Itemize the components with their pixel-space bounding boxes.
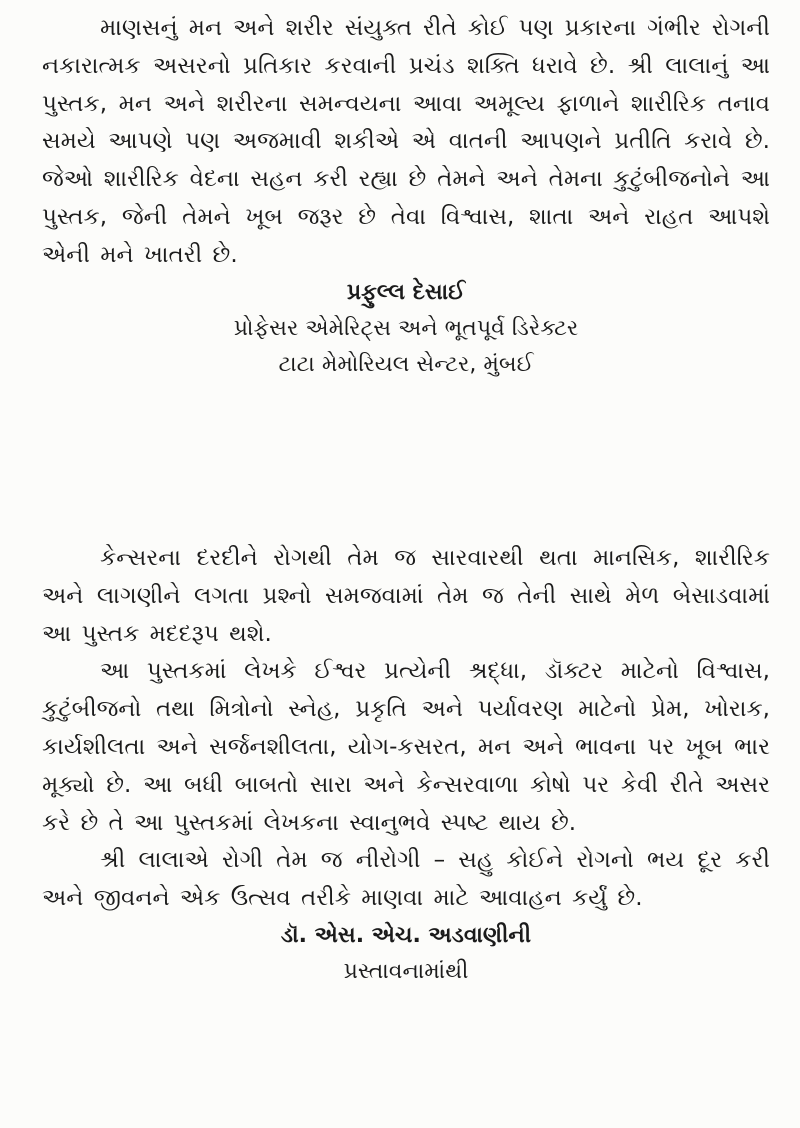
testimonial-2-paragraph-3: શ્રી લાલાએ રોગી તેમ જ નીરોગી – સહુ કોઈને રોગનો ભય દૂર કરી અને જીવનને એક ઉત્સવ તરીકે માણવા માટે આવાહન કર્યું છે. xyxy=(42,847,770,912)
testimonial-1-author-name: પ્રફુલ્લ દેસાઈ xyxy=(346,279,466,305)
testimonial-2 xyxy=(42,540,770,990)
testimonial-2-paragraph-1: કેન્સરના દરદીને રોગથી તેમ જ સારવારથી થતા માનસિક, શારીરિક અને લાગણીને લગતા પ્રશ્નો સમજવામાં તેમ જ તેની સાથે મેળ બેસાડવામાં આ પુસ્તક મદદરૂપ થશે. xyxy=(42,545,770,647)
testimonial-2-source: પ્રસ્તાવનામાંથી xyxy=(343,958,469,984)
testimonial-1-author-org: ટાટા મેમોરિયલ સેન્ટર, મુંબઈ xyxy=(278,351,534,377)
testimonial-2-paragraph-2: આ પુસ્તકમાં લેખકે ઈશ્વર પ્રત્યેની શ્રદ્ધા, ડૉક્ટર માટેનો વિશ્વાસ, કુટુંબીજનો તથા મિત્રોનો સ્નેહ, પ્રકૃતિ અને પર્યાવરણ માટેનો પ્રેમ, ખોરાક, કાર્યશીલતા અને સર્જનશીલતા, યોગ-કસરત, મન અને ભાવના પર ખૂબ ભાર મૂક્યો છે. આ બધી બાબતો સારા અને કેન્સરવાળા કોષો પર કેવી રીતે અસર કરે છે તે આ પુસ્તકમાં લેખકના સ્વાનુભવે સ્પષ્ટ થાય છે. xyxy=(42,658,770,836)
testimonial-2-author-name: ડૉ. એસ. એચ. અડવાણીની xyxy=(280,922,532,948)
testimonial-1-author-title: પ્રોફેસર એમેરિટ્સ અને ભૂતપૂર્વ ડિરેક્ટર xyxy=(233,315,579,341)
testimonial-1-paragraph: માણસનું મન અને શરીર સંયુક્ત રીતે કોઈ પણ પ્રકારના ગંભીર રોગની નકારાત્મક અસરનો પ્રતિકાર કરવાની પ્રચંડ શક્તિ ધરાવે છે. શ્રી લાલાનું આ પુસ્તક, મન અને શરીરના સમન્વયના આવા અમૂલ્ય ફાળાને શારીરિક તનાવ સમયે આપણે પણ અજમાવી શકીએ એ વાતની આપણને પ્રતીતિ કરાવે છે. જેઓ શારીરિક વેદના સહન કરી રહ્યા છે તેમને અને તેમના કુટુંબીજનોને આ પુસ્તક, જેની તેમને ખૂબ જરૂર છે તેવા વિશ્વાસ, શાતા અને રાહત આપશે એની મને ખાતરી છે. xyxy=(42,15,770,268)
testimonial-1 xyxy=(42,10,770,383)
